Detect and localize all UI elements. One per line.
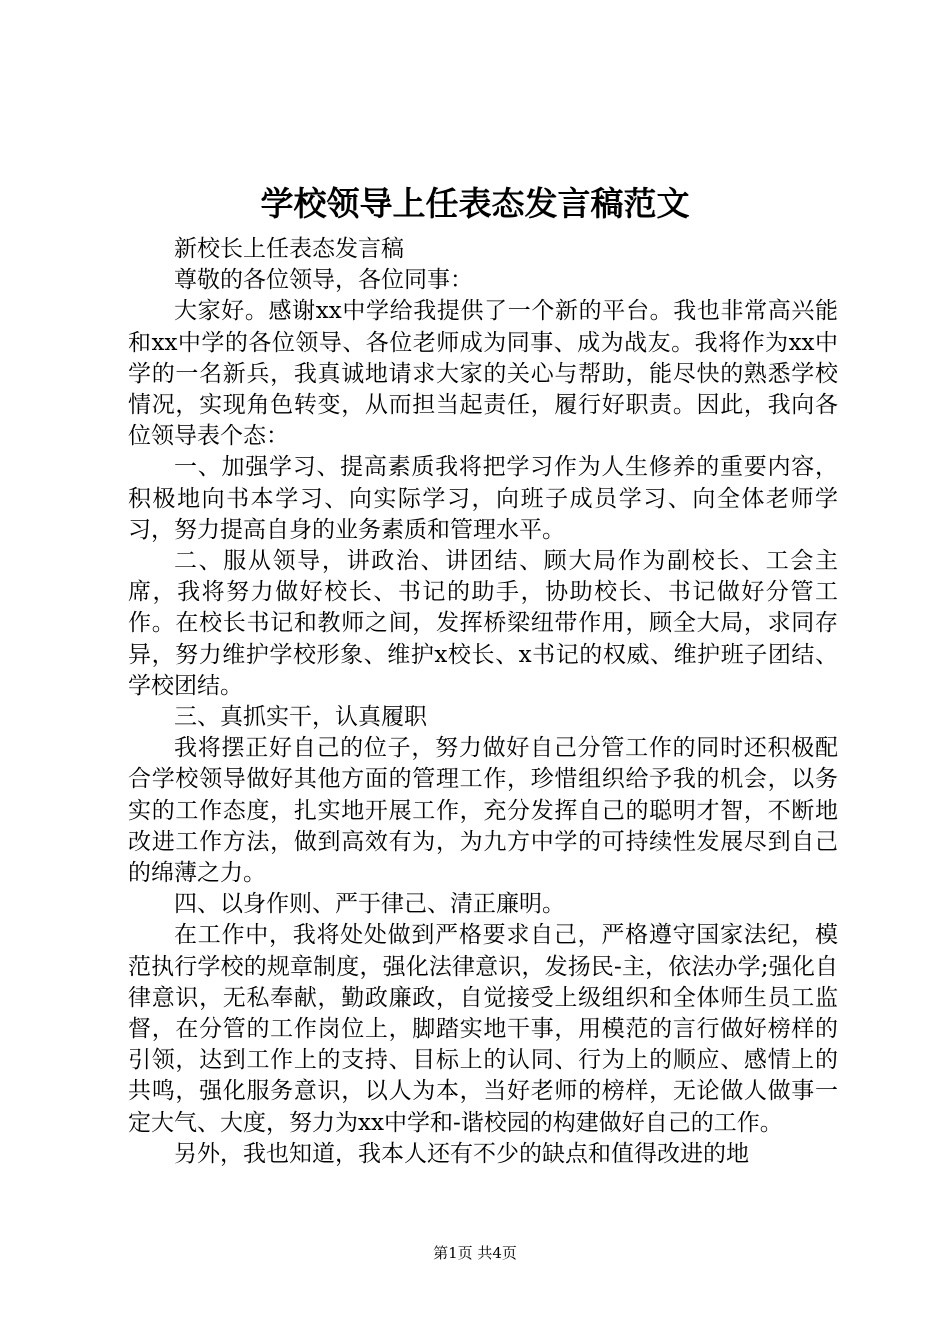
paragraph-point-4-body: 在工作中，我将处处做到严格要求自己，严格遵守国家法纪，模范执行学校的规章制度，强化法律意识，发扬民-主，依法办学;强化自律意识，无私奉献，勤政廉政，自觉接受上级组织和全体师生员工监督，在分管的工作岗位上，脚踏实地干事，用模范的言行做好榜样的引领，达到工作上的支持、目标上的认同、行为上的顺应、感情上的共鸣，强化服务意识，以人为本，当好老师的榜样，无论做人做事一定大气、大度，努力为xx中学和-谐校园的构建做好自己的工作。: [128, 922, 838, 1136]
paragraph-point-2: 二、服从领导，讲政治、讲团结、顾大局作为副校长、工会主席，我将努力做好校长、书记的助手，协助校长、书记做好分管工作。在校长书记和教师之间，发挥桥梁纽带作用，顾全大局，求同存异，努力维护学校形象、维护x校长、x书记的权威、维护班子团结、学校团结。: [128, 548, 838, 699]
paragraph-point-3-body: 我将摆正好自己的位子，努力做好自己分管工作的同时还积极配合学校领导做好其他方面的管理工作，珍惜组织给予我的机会，以务实的工作态度，扎实地开展工作，充分发挥自己的聪明才智，不断地改进工作方法，做到高效有为，为九方中学的可持续性发展尽到自己的绵薄之力。: [128, 735, 838, 887]
paragraph-intro: 大家好。感谢xx中学给我提供了一个新的平台。我也非常高兴能和xx中学的各位领导、各位老师成为同事、成为战友。我将作为xx中学的一名新兵，我真诚地请求大家的关心与帮助，能尽快的熟悉学校情况，实现角色转变，从而担当起责任，履行好职责。因此，我向各位领导表个态：: [128, 298, 838, 450]
document-body: [128, 234, 838, 1170]
document-title: 学校领导上任表态发言稿范文: [260, 184, 690, 223]
paragraph-point-1: 一、加强学习、提高素质我将把学习作为人生修养的重要内容，积极地向书本学习、向实际学习，向班子成员学习、向全体老师学习，努力提高自身的业务素质和管理水平。: [128, 454, 838, 543]
page-number-footer: 第1页 共4页: [433, 1244, 517, 1262]
paragraph-heading: 新校长上任表态发言稿: [174, 236, 404, 262]
paragraph-point-4-heading: 四、以身作则、严于律己、清正廉明。: [174, 891, 565, 918]
paragraph-closing: 另外，我也知道，我本人还有不少的缺点和值得改进的地: [174, 1140, 749, 1167]
paragraph-point-3-heading: 三、真抓实干，认真履职: [174, 704, 427, 731]
paragraph-salutation: 尊敬的各位领导，各位同事：: [174, 267, 473, 294]
